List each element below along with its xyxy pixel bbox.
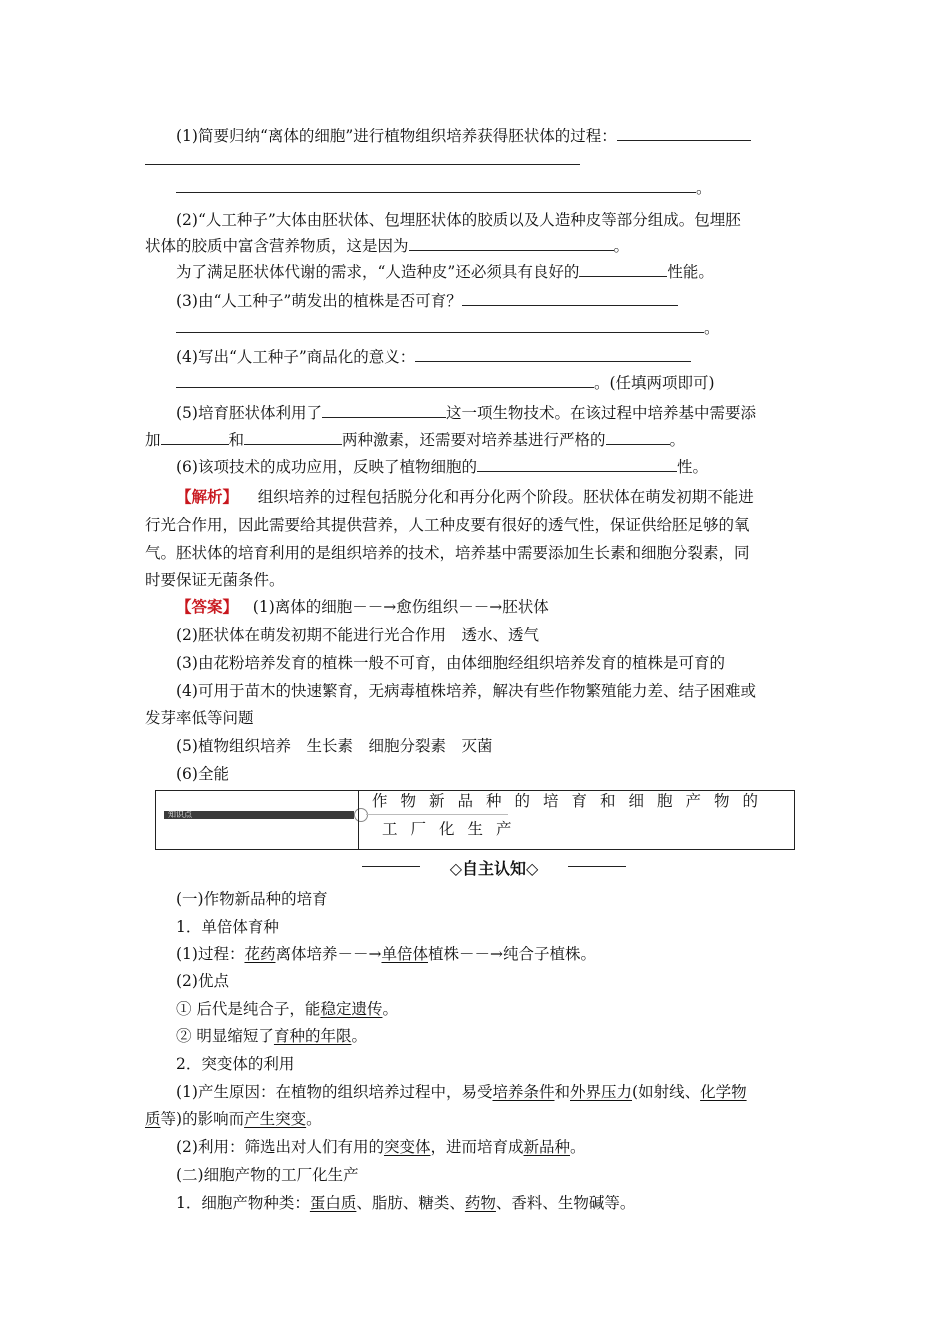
question-1 [176,126,751,146]
answer-3: (3)由花粉培养发育的植株一般不可育，由体细胞经组织培养发育的植株是可育的 [176,654,725,672]
s2-keyword-mutation: 产生突变 [244,1110,307,1128]
q4-blank-b[interactable] [176,373,594,388]
answer-4-line-1: (4)可用于苗木的快速繁育，无病毒植株培养，解决有些作物繁殖能力差、结子困难或 [176,682,756,700]
question-2-line-3 [176,262,714,282]
s2-keyword-pressure: 外界压力 [570,1083,633,1101]
s1-adv1-end: 。 [382,1000,398,1018]
question-5-line-2 [145,430,685,450]
q4-line-2 [176,373,715,393]
q1-blank-b[interactable] [176,178,696,193]
q1-text: (1)简要归纳“离体的细胞”进行植物组织培养获得胚状体的过程： [176,127,617,145]
s2-keyword-chemical: 化学物 [700,1083,747,1101]
s1-adv1-text: ① 后代是纯合子，能 [176,1000,321,1018]
q5-end: 。 [669,431,686,449]
section-1-title: 1．单倍体育种 [176,918,279,936]
q3-end: 。 [704,319,720,337]
q1-line-2 [176,178,712,198]
p2-s1-text: 1．细胞产物种类： [176,1194,310,1212]
knowledge-point-badge [164,811,354,819]
section-heading [362,856,626,876]
s2-cause-text: (1)产生原因：在植物的组织培养过程中，易受 [176,1083,493,1101]
answer-4-line-2: 发芽率低等问题 [145,709,254,727]
question-5-line-1 [176,403,756,423]
q5-blank-b[interactable] [161,430,229,445]
p2-s1-mid: 、脂肪、糖类、 [356,1194,465,1212]
s1-advantage-2 [176,1026,367,1046]
s1-advantage-title: (2)优点 [176,972,229,990]
q6-blank[interactable] [477,457,677,472]
q3-text: (3)由“人工种子”萌发出的植株是否可育？ [176,292,462,310]
q3-blank-b[interactable] [176,318,704,333]
s2-cause-l2-end: 。 [306,1110,322,1128]
s2-keyword-mutant: 突变体 [383,1138,431,1156]
question-2-line-1: (2)“人工种子”大体由胚状体、包埋胚状体的胶质以及人造种皮等部分组成。包埋胚 [176,211,741,229]
s2-cause-line-2 [145,1109,322,1129]
q6-text: (6)该项技术的成功应用，反映了植物细胞的 [176,458,477,476]
s1-process-label: (1)过程： [176,945,245,963]
s2-cause-mid: (如射线、 [632,1083,701,1101]
s2-keyword-culture: 培养条件 [492,1083,555,1101]
banner-title-line-1: 作物新品种的培育和细胞产物的 [372,792,772,810]
q2-line3-text: 为了满足胚状体代谢的需求，“人造种皮”还必须具有良好的 [176,263,580,281]
banner-title-line-2: 工厂化生产 [382,820,525,838]
answer-6: (6)全能 [176,765,229,783]
q5-text-e: 两种激素，还需要对培养基进行严格的 [342,431,606,449]
q5-text-b: 这一项生物技术。在该过程中培养基中需要添 [445,404,756,422]
s2-cause-line-1 [176,1082,747,1102]
q4-end: 。(任填两项即可) [594,374,715,392]
s2-use [176,1137,586,1157]
part-1-title: (一)作物新品种的培育 [176,890,328,908]
s1-process [176,944,596,964]
analysis-line-1 [176,487,754,507]
q2-blank-a[interactable] [409,236,614,251]
q6-end: 性。 [676,458,708,476]
q2-line2-end: 。 [613,237,630,255]
q1-end: 。 [696,179,712,197]
answer-line-1 [176,597,549,617]
analysis-line-4: 时要保证无菌条件。 [145,571,285,589]
s2-use-end: 。 [570,1138,586,1156]
q4-text: (4)写出“人工种子”商品化的意义： [176,348,416,366]
answer-5: (5)植物组织培养 生长素 细胞分裂素 灭菌 [176,737,493,755]
analysis-text-1: 组织培养的过程包括脱分化和再分化两个阶段。胚状体在萌发初期不能进 [257,488,754,506]
s1-adv2-text: ② 明显缩短了 [176,1027,274,1045]
s2-keyword-variety: 新品种 [523,1138,571,1156]
answer-1: (1)离体的细胞－－→愈伤组织－－→胚状体 [252,598,549,616]
s2-cause-l2-mid: 等)的影响而 [160,1110,245,1128]
s1-keyword-stable: 稳定遗传 [320,1000,383,1018]
section-heading-text: ◇自主认知◇ [449,859,539,878]
knowledge-point-banner [155,790,795,850]
q5-text-c: 加 [145,431,161,449]
q1-blank-line-1[interactable] [145,150,580,170]
q5-text-d: 和 [228,431,245,449]
p2-s1-end: 、香料、生物碱等。 [495,1194,636,1212]
q5-blank-d[interactable] [606,430,670,445]
section-2-title: 2．突变体的利用 [176,1055,295,1073]
question-4 [176,347,691,367]
banner-divider [358,791,359,849]
p2-keyword-drug: 药物 [464,1194,496,1212]
question-2-line-2 [145,236,629,256]
circle-icon [354,808,368,822]
s2-cause-and: 和 [554,1083,570,1101]
s1-keyword-years: 育种的年限 [273,1027,352,1045]
p2-section-1 [176,1193,635,1213]
s1-process-mid: 离体培养－－→ [275,945,382,963]
answer-2: (2)胚状体在萌发初期不能进行光合作用 透水、透气 [176,626,539,644]
divider-line [366,814,508,815]
q2-blank-b[interactable] [579,262,667,277]
q5-blank-a[interactable] [322,403,446,418]
q2-line2-text: 状体的胶质中富含营养物质，这是因为 [145,237,409,255]
s2-use-text: (2)利用：筛选出对人们有用的 [176,1138,384,1156]
q5-text-a: (5)培育胚状体利用了 [176,404,322,422]
q2-line3-end: 性能。 [667,263,714,281]
heading-rule-right [568,866,626,867]
p2-keyword-protein: 蛋白质 [309,1194,357,1212]
s2-use-mid: ，进而培育成 [430,1138,524,1156]
q3-blank-a[interactable] [462,291,678,306]
answer-label: 【答案】 [176,597,239,616]
q3-line-2 [176,318,720,338]
s2-keyword-chemical-end: 质 [145,1110,161,1128]
analysis-label: 【解析】 [176,487,239,506]
s1-keyword-anther: 花药 [244,945,276,963]
question-6 [176,457,708,477]
heading-rule-left [362,866,420,867]
s1-adv2-end: 。 [351,1027,367,1045]
q5-blank-c[interactable] [244,430,342,445]
badge-label: 知识点 [168,810,192,819]
s1-advantage-1 [176,999,398,1019]
q1-blank-a[interactable] [617,126,751,141]
s1-process-end: 植株－－→纯合子植株。 [428,945,596,963]
part-2-title: (二)细胞产物的工厂化生产 [176,1166,359,1184]
s1-keyword-haploid: 单倍体 [381,945,428,963]
question-3 [176,291,678,311]
q4-blank-a[interactable] [415,347,691,362]
analysis-line-2: 行光合作用，因此需要给其提供营养，人工种皮要有很好的透气性，保证供给胚足够的氧 [145,516,750,534]
analysis-line-3: 气。胚状体的培育利用的是组织培养的技术，培养基中需要添加生长素和细胞分裂素，同 [145,544,750,562]
